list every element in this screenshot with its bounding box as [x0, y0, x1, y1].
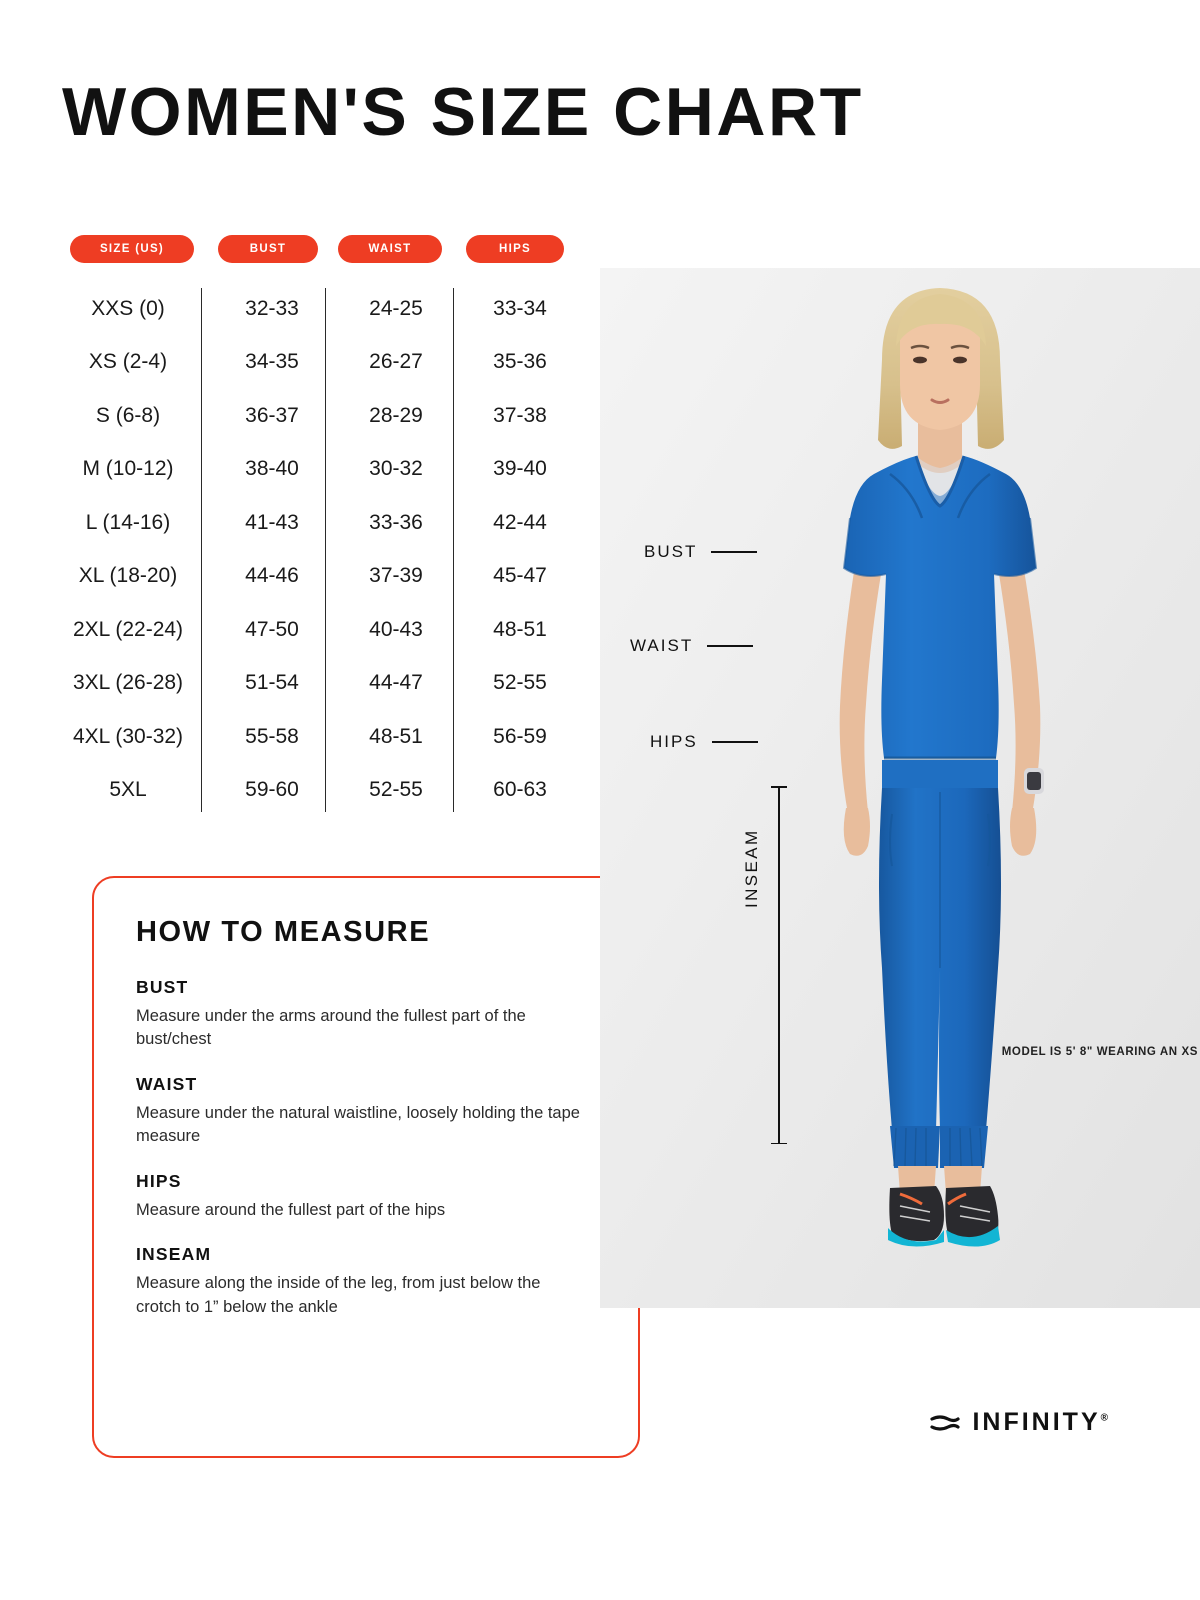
cell-hips: 56-59 — [493, 724, 547, 748]
measure-description: Measure under the natural waistline, loosely holding the tape measure — [136, 1103, 580, 1146]
cell-hips: 48-51 — [493, 617, 547, 641]
measure-item-inseam — [136, 1244, 596, 1319]
measure-label: WAIST — [136, 1073, 198, 1094]
model-photo-panel — [600, 268, 1200, 1308]
cell-waist: 40-43 — [369, 617, 423, 641]
table-row — [62, 657, 582, 711]
size-chart-table — [62, 232, 582, 817]
cell-waist: 37-39 — [369, 564, 423, 588]
table-row — [62, 550, 582, 604]
cell-size: XXS (0) — [91, 296, 165, 320]
cell-bust: 34-35 — [245, 350, 299, 374]
cell-hips: 45-47 — [493, 564, 547, 588]
measure-item-waist — [136, 1074, 596, 1149]
brand-trademark: ® — [1100, 1412, 1108, 1424]
column-divider — [325, 288, 326, 812]
page-title: WOMEN'S SIZE CHART — [62, 74, 864, 150]
table-row — [62, 282, 582, 336]
measure-label: BUST — [136, 977, 189, 997]
cell-hips: 37-38 — [493, 403, 547, 427]
cell-size: XL (18-20) — [78, 564, 178, 588]
cell-waist: 33-36 — [369, 510, 423, 534]
cell-size: S (6-8) — [95, 403, 161, 427]
cell-hips: 35-36 — [493, 350, 547, 374]
measure-item-bust — [136, 977, 596, 1052]
column-header-bust: BUST — [218, 235, 318, 263]
cell-bust: 47-50 — [245, 617, 299, 641]
measure-description: Measure around the fullest part of the hips — [136, 1200, 446, 1219]
callout-bust — [644, 542, 757, 562]
table-row — [62, 710, 582, 764]
table-row — [62, 443, 582, 497]
cell-size: L (14-16) — [85, 510, 171, 534]
column-header-size: SIZE (US) — [70, 235, 194, 263]
cell-size: XS (2-4) — [88, 350, 168, 374]
column-divider — [201, 288, 202, 812]
cell-waist: 26-27 — [369, 350, 423, 374]
how-to-measure-title: HOW TO MEASURE — [136, 916, 431, 948]
cell-bust: 59-60 — [245, 778, 299, 802]
measure-item-hips — [136, 1171, 596, 1222]
model-figure-svg — [600, 268, 1200, 1308]
table-row — [62, 496, 582, 550]
callout-hips-label: HIPS — [650, 732, 698, 751]
cell-bust: 55-58 — [245, 724, 299, 748]
column-header-hips: HIPS — [466, 235, 564, 263]
cell-hips: 42-44 — [493, 510, 547, 534]
column-divider — [453, 288, 454, 812]
callout-inseam-label: INSEAM — [742, 828, 761, 908]
table-row — [62, 389, 582, 443]
cell-bust: 36-37 — [245, 403, 299, 427]
measure-description: Measure along the inside of the leg, from just below the crotch to 1” below the ankle — [136, 1274, 541, 1316]
cell-bust: 41-43 — [245, 510, 299, 534]
cell-waist: 48-51 — [369, 724, 423, 748]
table-body — [62, 282, 582, 817]
cell-bust: 32-33 — [245, 296, 299, 320]
cell-size: 5XL — [109, 778, 147, 802]
callout-line — [707, 645, 753, 647]
model-illustration — [600, 268, 1200, 1308]
cell-hips: 33-34 — [493, 296, 547, 320]
measure-label: INSEAM — [136, 1244, 212, 1265]
cell-waist: 52-55 — [369, 778, 423, 802]
infinity-icon — [930, 1414, 960, 1432]
cell-size: M (10-12) — [82, 457, 174, 481]
callout-waist-label: WAIST — [630, 636, 694, 655]
cell-bust: 51-54 — [245, 671, 299, 695]
cell-size: 4XL (30-32) — [72, 724, 184, 748]
brand-name — [972, 1408, 1108, 1437]
table-header-row — [62, 232, 582, 266]
callout-hips — [650, 732, 758, 752]
callout-waist — [630, 636, 753, 656]
cell-hips: 39-40 — [493, 457, 547, 481]
cell-hips: 60-63 — [493, 778, 547, 802]
inseam-measure-line — [778, 786, 780, 1144]
table-row — [62, 603, 582, 657]
table-row — [62, 336, 582, 390]
brand-logo — [930, 1408, 1108, 1437]
callout-bust-label: BUST — [644, 542, 698, 561]
brand-name-text: INFINITY — [972, 1408, 1101, 1436]
cell-waist: 30-32 — [369, 457, 423, 481]
cell-hips: 52-55 — [493, 671, 547, 695]
cell-size: 2XL (22-24) — [72, 617, 184, 641]
cell-waist: 24-25 — [369, 296, 423, 320]
cell-size: 3XL (26-28) — [72, 671, 184, 695]
cell-waist: 44-47 — [369, 671, 423, 695]
cell-waist: 28-29 — [369, 403, 423, 427]
cell-bust: 38-40 — [245, 457, 299, 481]
measure-label: HIPS — [136, 1170, 182, 1191]
how-to-measure-panel — [92, 876, 640, 1458]
table-row — [62, 764, 582, 818]
measure-description: Measure under the arms around the fullest part of the bust/chest — [136, 1007, 526, 1049]
callout-line — [712, 741, 758, 743]
cell-bust: 44-46 — [245, 564, 299, 588]
model-caption: MODEL IS 5' 8" WEARING AN XS — [1001, 1046, 1198, 1058]
callout-line — [711, 551, 757, 553]
column-header-waist: WAIST — [338, 235, 442, 263]
